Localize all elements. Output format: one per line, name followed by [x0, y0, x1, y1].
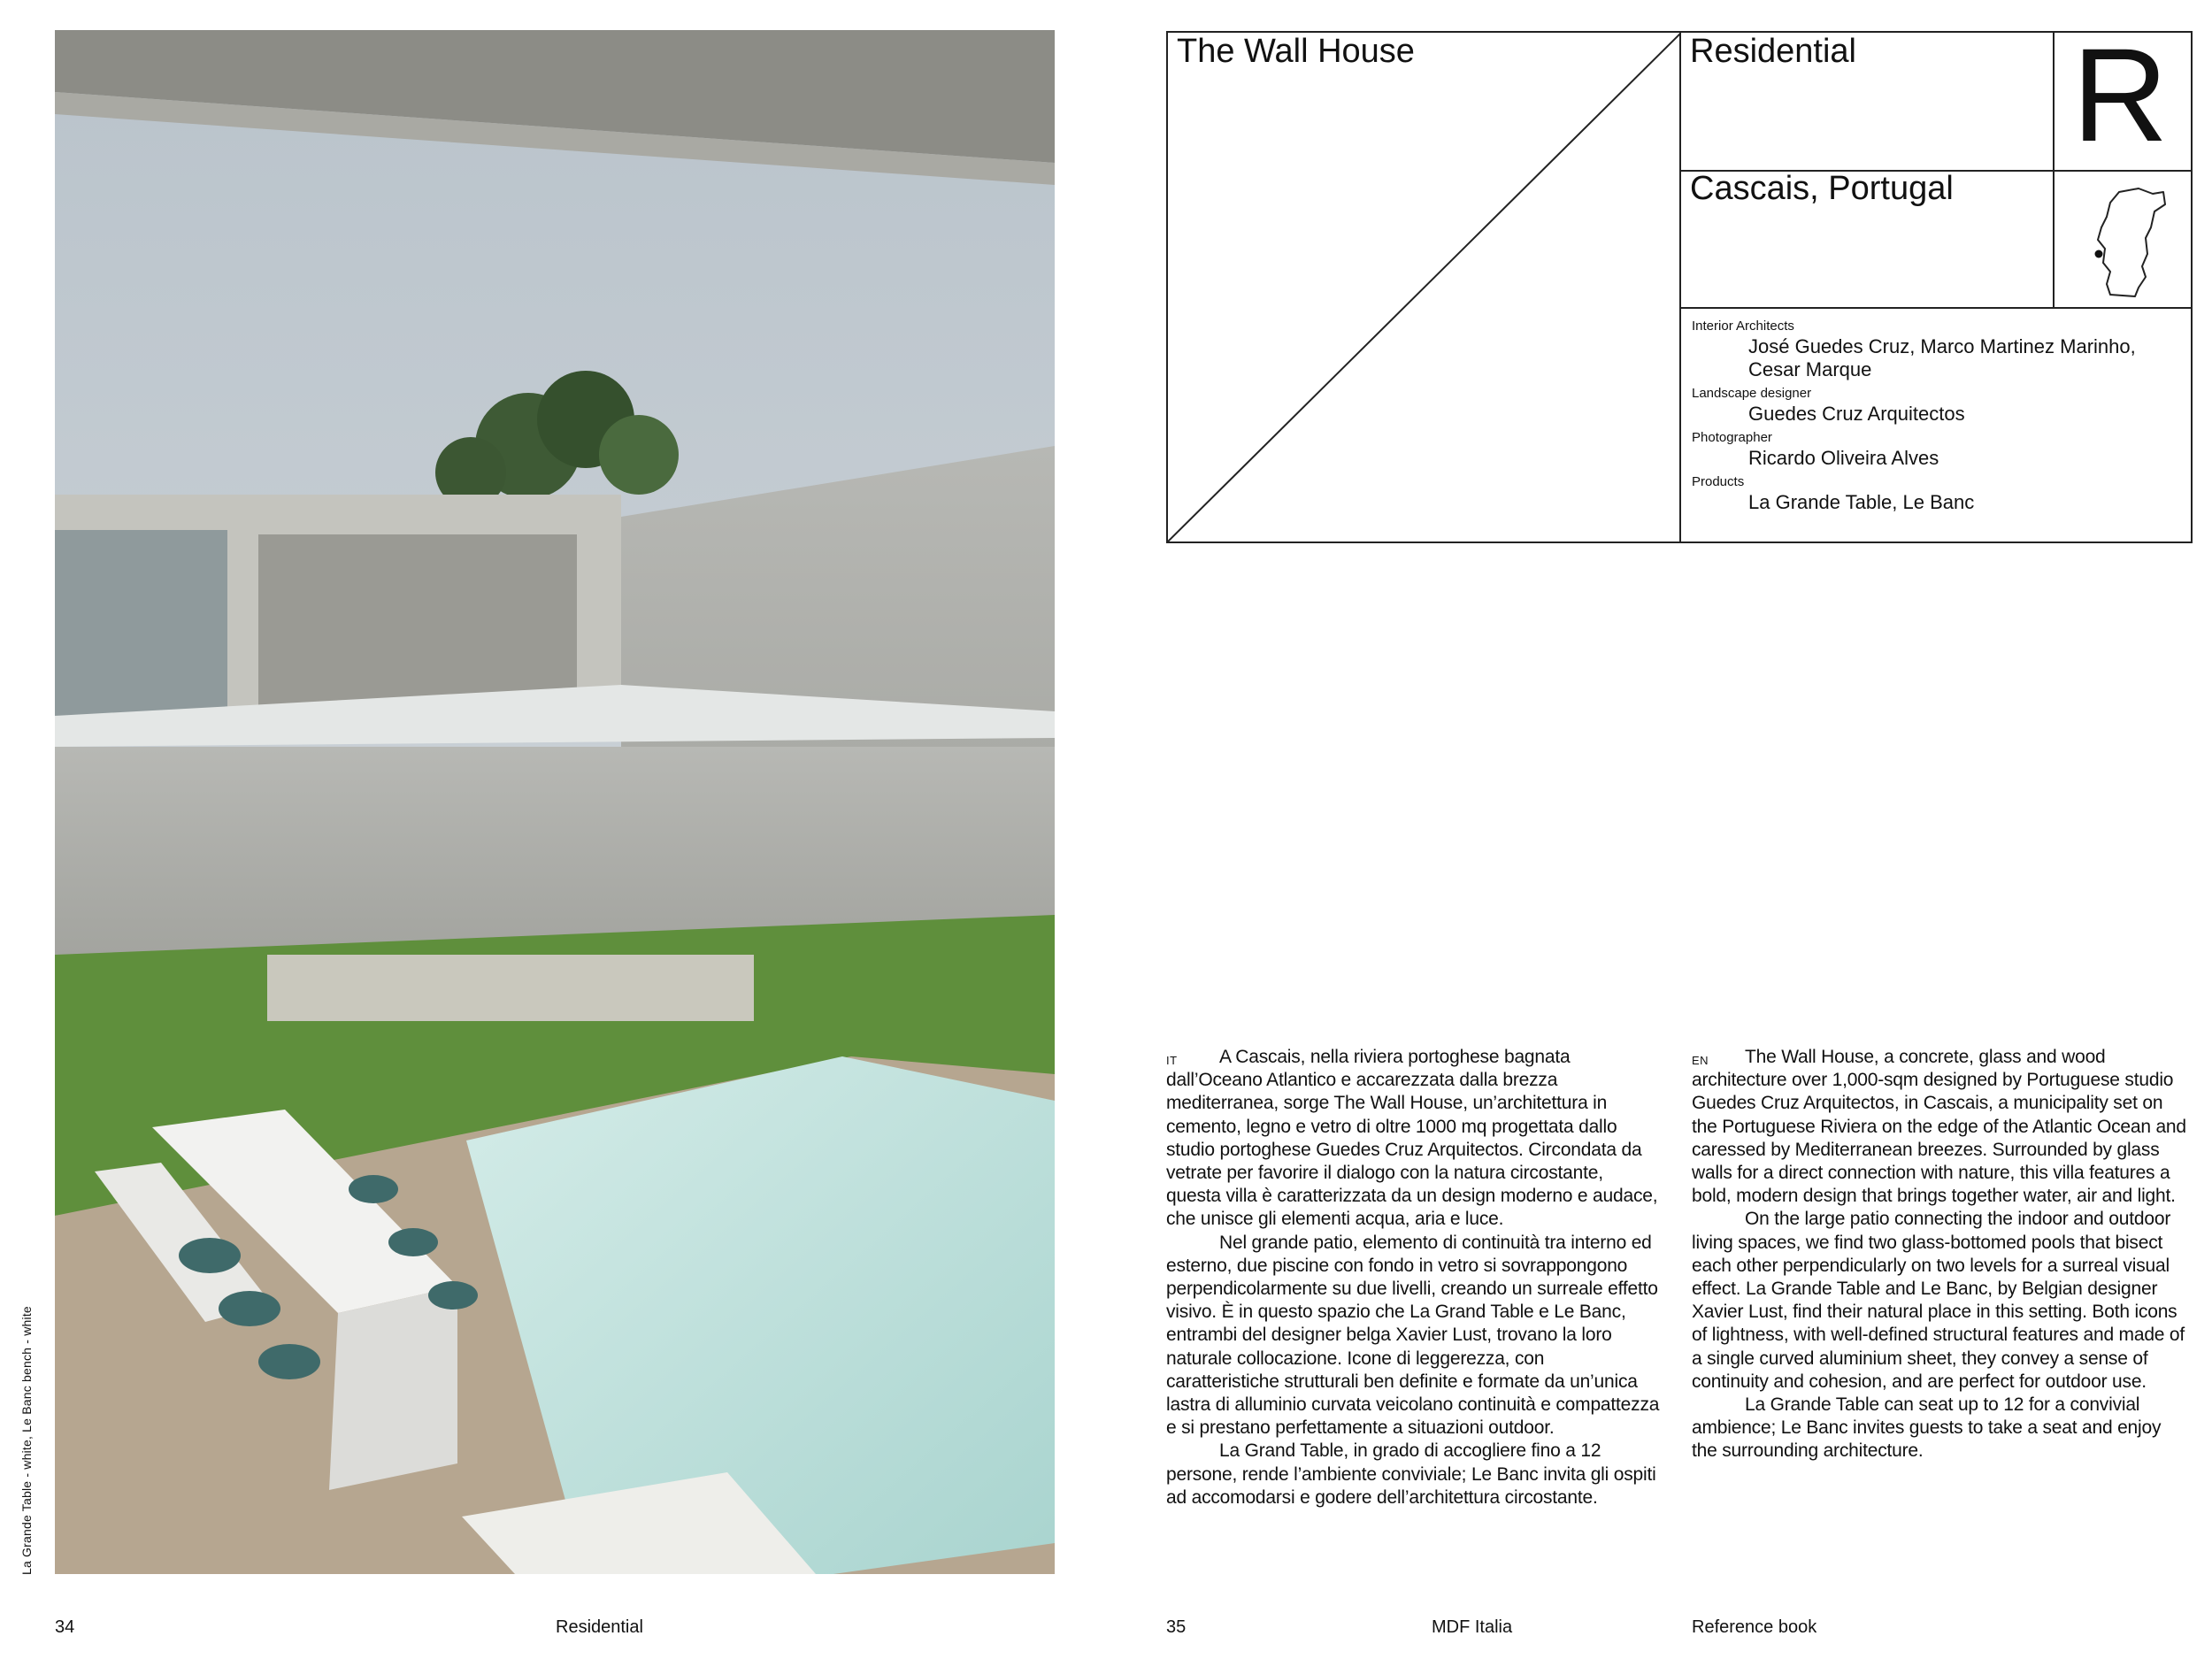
book-label: Reference book	[1692, 1617, 1817, 1637]
project-location: Cascais, Portugal	[1690, 170, 1954, 207]
divider	[1679, 307, 2193, 309]
language-label: IT	[1166, 1054, 1178, 1067]
paragraph: On the large patio connecting the indoor and outdoor living spaces, we find two glass-bottomed pools that bisect each other perpendicularly on two levels for a surreal visual effect. La Grande Table and Le Banc, by Belgian designer Xavier Lust, find their natural place in this setting. Both icons of lightness, with well-defined structural features and made of a single curved aluminium sheet, they convey a sense of continuity and cohesion, and are perfect for outdoor use.	[1692, 1209, 2185, 1392]
paragraph: Nel grande patio, elemento di continuità tra interno ed esterno, due piscine con fondo in vetro si sovrappongono perpendicolarmente su due livelli, creando un surreale effetto visivo. È in questo spazio che La Grand Table e Le Banc, entrambi del designer belga Xavier Lust, trovano la loro naturale collocazione. Icone di leggerezza, con caratteristiche strutturali ben definite e formate da un’unica lastra di alluminio curvata veicolano continuità e compattezza e si prestano perfettamente a situazioni outdoor.	[1166, 1232, 1660, 1439]
left-page-number: 34	[55, 1617, 75, 1637]
photo-caption: La Grande Table - white, Le Banc bench - white	[19, 1306, 34, 1575]
credits-list	[1692, 318, 2187, 518]
credit-name: José Guedes Cruz, Marco Martinez Marinho, Cesar Marque	[1748, 335, 2136, 380]
language-label: EN	[1692, 1054, 1709, 1067]
credit-name: Guedes Cruz Arquitectos	[1748, 403, 1965, 425]
paragraph: La Grande Table can seat up to 12 for a convivial ambience; Le Banc invites guests to take a seat and enjoy the surrounding architecture.	[1692, 1394, 2162, 1462]
paragraph: The Wall House, a concrete, glass and wood architecture over 1,000-sqm designed by Portuguese studio Guedes Cruz Arquitectos, in Cascais, a municipality set on the Portuguese Riviera on the edge of the Atlantic Ocean and caressed by Mediterranean breezes. Surrounded by glass walls for a direct connection with nature, this villa features a bold, modern design that brings together water, air and light.	[1692, 1047, 2186, 1207]
right-page-number: 35	[1166, 1617, 1187, 1637]
body-text-italian	[1166, 1046, 1662, 1509]
portugal-map-icon	[2084, 185, 2172, 300]
project-category: Residential	[1690, 33, 1856, 70]
credit-name: La Grande Table, Le Banc	[1748, 491, 1975, 513]
body-text-english	[1692, 1046, 2187, 1463]
project-title: The Wall House	[1177, 33, 1415, 70]
credit-name: Ricardo Oliveira Alves	[1748, 447, 1939, 469]
diagonal-line	[1168, 33, 1681, 541]
paragraph: La Grand Table, in grado di accogliere fino a 12 persone, rende l’ambiente conviviale; Le Banc invita gli ospiti ad accomodarsi e godere dell’architettura circostante.	[1166, 1440, 1656, 1508]
credit-role: Photographer	[1692, 430, 1772, 445]
credit-role: Products	[1692, 474, 1745, 489]
left-section-label: Residential	[556, 1617, 643, 1637]
project-info-grid	[1166, 20, 2193, 543]
credit-role: Interior Architects	[1692, 319, 1794, 334]
divider	[1679, 33, 1681, 541]
brand-label: MDF Italia	[1432, 1617, 1513, 1637]
category-letter: R	[2072, 20, 2169, 169]
credit-role: Landscape designer	[1692, 386, 1812, 401]
paragraph: A Cascais, nella riviera portoghese bagnata dall’Oceano Atlantico e accarezzata dalla brezza mediterranea, sorge The Wall House, un’architettura in cemento, legno e vetro di oltre 1000 mq progettata dallo studio portoghese Guedes Cruz Arquitectos. Circondata da vetrate per favorire il dialogo con la natura circostante, questa villa è caratterizzata da un design moderno e audace, che unisce gli elementi acqua, aria e luce.	[1166, 1047, 1658, 1230]
project-photo	[55, 30, 1055, 1574]
villa-courtyard-illustration	[55, 30, 1055, 1574]
